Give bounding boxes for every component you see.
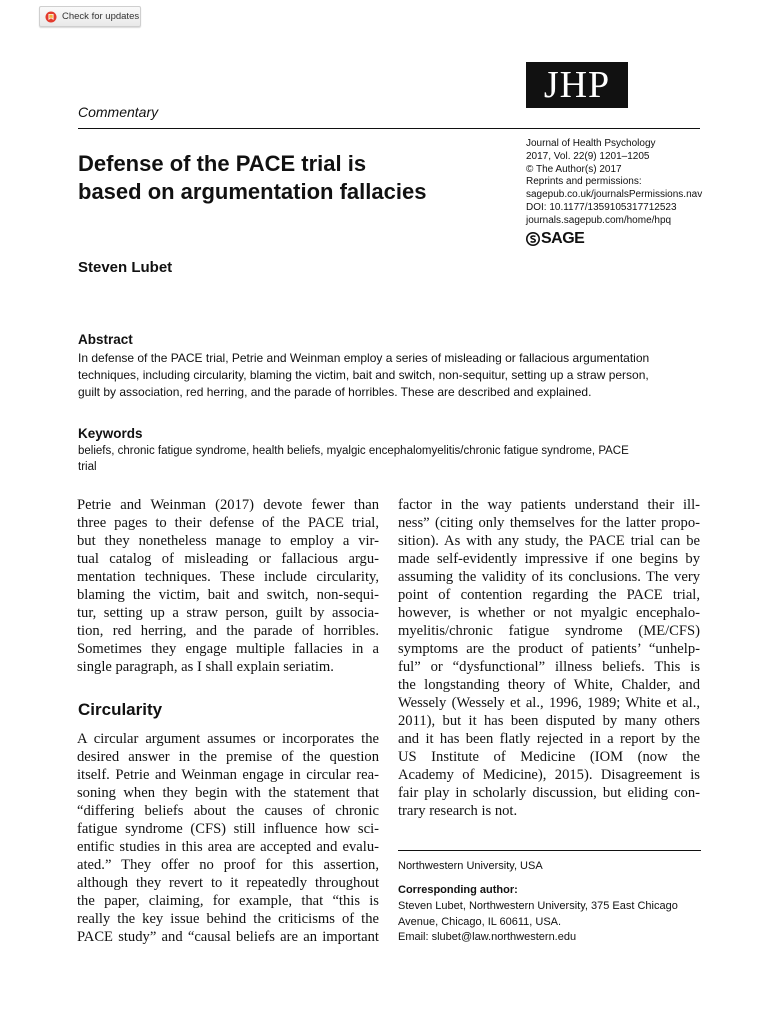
body-line: mentation techniques. These include circularity, xyxy=(77,569,379,585)
doi-link[interactable]: DOI: 10.1177/1359105317712523 xyxy=(526,201,677,213)
keywords-body xyxy=(78,444,704,475)
body-line: symptoms are the product of patients’ “unhelp- xyxy=(398,641,700,657)
body-line: fair play in scholarly discussion, but eliding con- xyxy=(398,785,700,801)
journal-info-line: Journal of Health Psychology xyxy=(526,138,656,149)
footnote-divider xyxy=(398,850,701,851)
abstract-line: guilt by association, red herring, and the parade of horribles. These are described and explained. xyxy=(78,385,592,399)
corresponding-author-line: Avenue, Chicago, IL 60611, USA. xyxy=(398,915,562,928)
keywords-line: trial xyxy=(78,460,97,473)
body-line: the longstanding theory of White, Chalder, and xyxy=(398,677,700,693)
body-line: entific studies in this area are accepted and evalu- xyxy=(77,839,379,855)
body-line: blaming the victim, bait and switch, non-sequi- xyxy=(77,587,379,603)
body-line: really the key issue behind the criticisms of the xyxy=(77,911,379,927)
publisher-logo-text: SAGE xyxy=(541,230,585,247)
body-line: US Institute of Medicine (IOM (now the xyxy=(398,749,700,765)
author-affiliation: Northwestern University, USA xyxy=(398,860,543,872)
body-line: A circular argument assumes or incorporates the xyxy=(77,731,379,747)
abstract-heading: Abstract xyxy=(78,332,133,347)
crossmark-icon xyxy=(45,11,57,23)
section-label: Commentary xyxy=(78,104,159,120)
journal-info-line: Reprints and permissions: xyxy=(526,176,642,188)
check-for-updates-label: Check for updates xyxy=(62,11,140,22)
publisher-logo xyxy=(526,230,584,248)
body-line: point of contention regarding the PACE trial, xyxy=(398,587,700,603)
body-line: desired answer in the premise of the question xyxy=(77,749,379,765)
body-line: Petrie and Weinman (2017) devote fewer than xyxy=(77,497,379,513)
author-email-link[interactable]: Email: slubet@law.northwestern.edu xyxy=(398,931,577,943)
body-line: 2011), but it has been disputed by many others xyxy=(398,713,700,729)
body-line: ful” or “dysfunctional” illness beliefs. This is xyxy=(398,659,700,675)
sage-mark-icon xyxy=(526,232,540,246)
body-line: three pages to their defense of the PACE trial, xyxy=(77,515,379,531)
journal-info-line: 2017, Vol. 22(9) 1201–1205 xyxy=(526,150,650,162)
journal-logo-text: JHP xyxy=(543,64,611,106)
corresponding-author-heading: Corresponding author: xyxy=(398,884,518,896)
journal-info xyxy=(526,138,726,228)
journal-logo xyxy=(526,62,628,108)
body-paragraph xyxy=(77,730,379,946)
body-line: fatigue syndrome (CFS) still influence how sci- xyxy=(77,821,379,837)
body-line: single paragraph, as I shall explain seriatim. xyxy=(77,659,334,675)
keywords-heading: Keywords xyxy=(78,426,143,441)
header-divider xyxy=(78,128,700,129)
check-for-updates-button[interactable] xyxy=(39,6,141,27)
body-paragraph xyxy=(398,496,700,820)
body-line: but they nonetheless manage to employ a vir- xyxy=(77,533,379,549)
section-heading-circularity: Circularity xyxy=(78,700,163,719)
body-line: sition). As with any study, the PACE trial can be xyxy=(398,533,700,549)
body-line: PACE study” and “causal beliefs are an important xyxy=(77,929,379,945)
keywords-line: beliefs, chronic fatigue syndrome, health beliefs, myalgic encephalomyelitis/chronic fatigue syndrome, PACE xyxy=(78,445,629,457)
body-line: tual catalog of misleading or fallacious argu- xyxy=(77,551,379,567)
body-paragraph xyxy=(77,496,379,676)
body-line: factor in the way patients understand their ill- xyxy=(398,497,700,513)
journal-info-line: © The Author(s) 2017 xyxy=(526,163,622,175)
body-line: ness” (citing only themselves for the latter propo- xyxy=(398,515,700,531)
body-line: ated.” They offer no proof for this assertion, xyxy=(77,857,379,873)
body-line: Sometimes they engage multiple fallacies in a xyxy=(77,641,379,657)
body-line: “differing beliefs about the causes of chronic xyxy=(77,803,379,819)
article-title xyxy=(78,150,498,206)
title-line: based on argumentation fallacies xyxy=(78,179,427,204)
author-name: Steven Lubet xyxy=(78,259,173,276)
body-line: made self-evidently impressive if one begins by xyxy=(398,551,700,567)
corresponding-author-line: Steven Lubet, Northwestern University, 375 East Chicago xyxy=(398,900,678,912)
abstract-body xyxy=(78,350,704,401)
abstract-line: In defense of the PACE trial, Petrie and Weinman employ a series of misleading or fallacious argumentation xyxy=(78,351,650,365)
corresponding-author-details xyxy=(398,899,708,946)
body-line: tion, red herring, and the parade of horribles. xyxy=(77,623,379,639)
body-line: Wessely (Wessely et al., 1996, 1989; White et al., xyxy=(398,695,700,711)
body-line: myelitis/chronic fatigue syndrome (ME/CFS) xyxy=(398,623,700,639)
body-line: however, is whether or not myalgic encephalo- xyxy=(398,605,700,621)
body-line: Academy of Medicine), 2015). Disagreement is xyxy=(398,767,700,783)
body-line: soning when they begin with the statement that xyxy=(77,785,379,801)
body-line: tur, setting up a straw person, guilt by associa- xyxy=(77,605,379,621)
body-line: and it has been flatly rejected in a report by the xyxy=(398,731,700,747)
title-line: Defense of the PACE trial is xyxy=(78,151,367,176)
permissions-link[interactable]: sagepub.co.uk/journalsPermissions.nav xyxy=(526,189,703,201)
body-line: assuming the validity of its conclusions. The very xyxy=(398,569,700,585)
body-line: although they revert to it repeatedly throughout xyxy=(77,875,379,891)
body-line: the paper, claiming, for example, that “this is xyxy=(77,893,379,909)
abstract-line: techniques, including circularity, blaming the victim, bait and switch, non-sequitur, setting up a straw person, xyxy=(78,368,649,382)
body-line: trary research is not. xyxy=(398,803,518,819)
journal-home-link[interactable]: journals.sagepub.com/home/hpq xyxy=(526,214,672,226)
body-line: itself. Petrie and Weinman engage in circular rea- xyxy=(77,767,379,783)
